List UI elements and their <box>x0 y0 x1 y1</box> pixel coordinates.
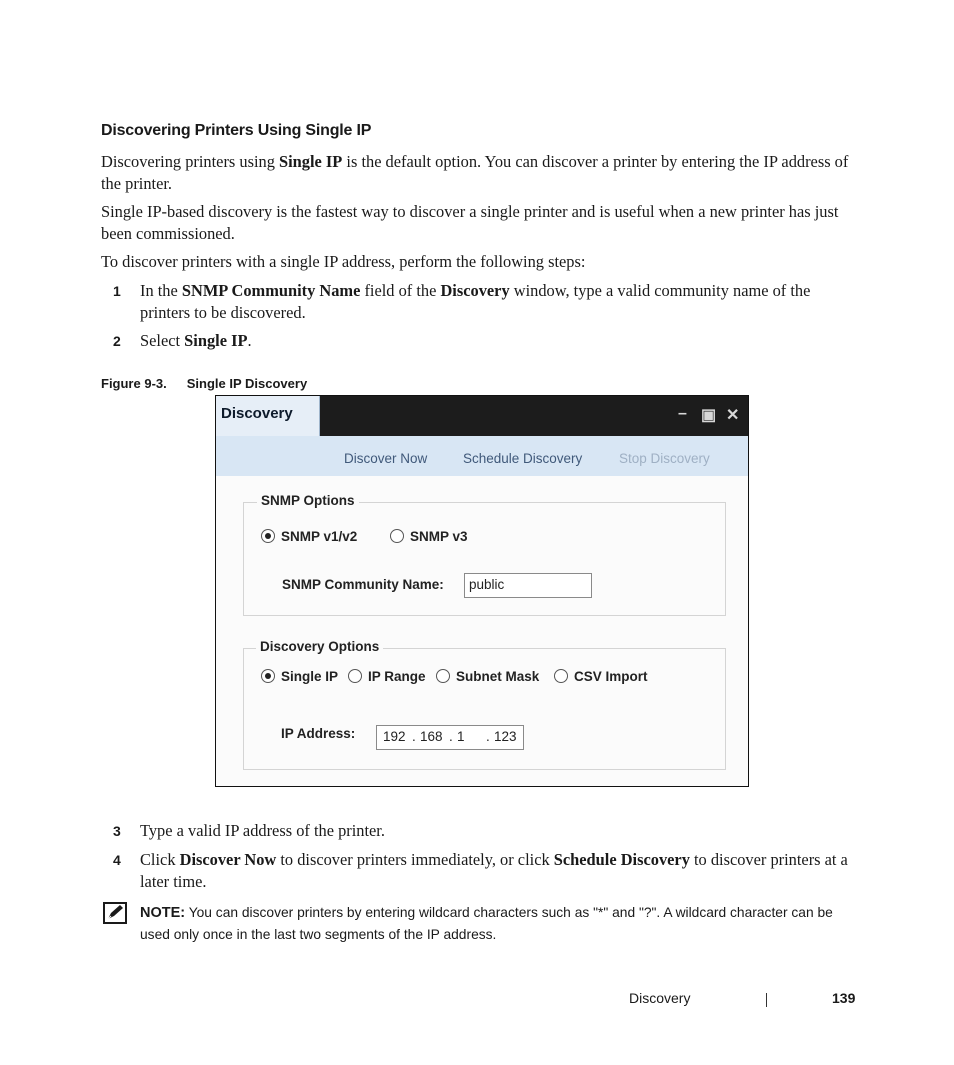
ip-dot: . <box>486 729 490 744</box>
step-1-text: In the SNMP Community Name field of the Discovery window, type a valid community name of the printers to be discovered. <box>140 281 811 322</box>
community-name-input[interactable]: public <box>464 573 592 598</box>
options-pane <box>216 476 748 786</box>
step-number: 1 <box>113 283 121 299</box>
page-number: 139 <box>832 990 856 1006</box>
radio-csv-import[interactable]: CSV Import <box>554 669 648 684</box>
radio-unselected-icon <box>390 529 404 543</box>
discovery-options-group <box>243 648 726 770</box>
ip-address-label: IP Address: <box>281 726 356 741</box>
step-4-text: Click Discover Now to discover printers immediately, or click Schedule Discovery to discover printers at a later time. <box>140 850 848 891</box>
ip-octet-4[interactable]: 123 <box>494 729 517 744</box>
ip-octet-2[interactable]: 168 <box>420 729 443 744</box>
note-pencil-icon <box>103 902 127 924</box>
toolbar <box>216 436 748 476</box>
radio-subnet-mask[interactable]: Subnet Mask <box>436 669 539 684</box>
community-name-label: SNMP Community Name: <box>282 577 444 592</box>
section-heading: Discovering Printers Using Single IP <box>101 122 372 139</box>
ip-octet-3[interactable]: 1 <box>457 729 465 744</box>
ip-address-input[interactable] <box>376 725 524 750</box>
snmp-options-group <box>243 502 726 616</box>
ip-dot: . <box>412 729 416 744</box>
discover-now-button[interactable]: Discover Now <box>344 451 428 466</box>
paragraph-steps-intro: To discover printers with a single IP address, perform the following steps: <box>101 252 586 271</box>
step-number: 3 <box>113 823 121 839</box>
snmp-options-label: SNMP Options <box>257 493 359 508</box>
radio-selected-icon <box>261 669 275 683</box>
ip-octet-1[interactable]: 192 <box>383 729 406 744</box>
footer-divider <box>766 993 767 1007</box>
window-title: Discovery <box>221 405 293 422</box>
radio-ip-range[interactable]: IP Range <box>348 669 426 684</box>
step-3-text: Type a valid IP address of the printer. <box>140 821 385 840</box>
figure-caption: Figure 9-3. Single IP Discovery <box>101 376 308 391</box>
paragraph-intro: Discovering printers using Single IP is the default option. You can discover a printer by entering the IP address of the printer. <box>101 152 849 193</box>
step-number: 4 <box>113 852 121 868</box>
radio-snmp-v1v2[interactable]: SNMP v1/v2 <box>261 529 357 544</box>
radio-unselected-icon <box>436 669 450 683</box>
step-2-text: Select Single IP. <box>140 331 252 350</box>
minimize-icon[interactable]: – <box>678 405 687 422</box>
stop-discovery-button: Stop Discovery <box>619 451 710 466</box>
ip-dot: . <box>449 729 453 744</box>
discovery-window <box>215 395 749 787</box>
paragraph-fastest: Single IP-based discovery is the fastest way to discover a single printer and is useful when a new printer has just been commissioned. <box>101 202 839 243</box>
discovery-options-label: Discovery Options <box>256 639 383 654</box>
schedule-discovery-button[interactable]: Schedule Discovery <box>463 451 583 466</box>
restore-icon[interactable]: ▣ <box>701 407 717 424</box>
close-icon[interactable]: ✕ <box>726 407 740 424</box>
radio-single-ip[interactable]: Single IP <box>261 669 338 684</box>
radio-unselected-icon <box>348 669 362 683</box>
bold-term: Single IP <box>279 152 343 171</box>
note-text: NOTE: You can discover printers by entering wildcard characters such as "*" and "?". A wildcard character can be used only once in the last two segments of the IP address. <box>140 905 833 942</box>
footer-section: Discovery <box>629 990 691 1006</box>
step-number: 2 <box>113 333 121 349</box>
radio-snmp-v3[interactable]: SNMP v3 <box>390 529 468 544</box>
radio-unselected-icon <box>554 669 568 683</box>
radio-selected-icon <box>261 529 275 543</box>
